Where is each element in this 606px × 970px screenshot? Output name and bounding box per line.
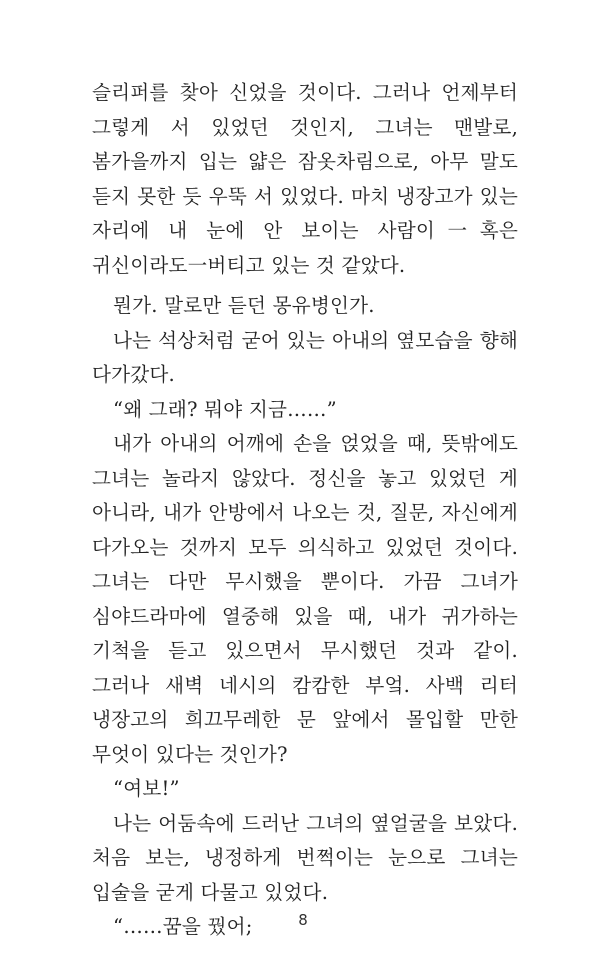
text-block-top	[92, 76, 518, 283]
paragraph-6: 나는 어둠속에 드러난 그녀의 옆얼굴을 보았다. 처음 보는, 냉정하게 번쩍이는 눈으로 그녀는 입술을 굳게 다물고 있었다.	[92, 811, 518, 904]
paragraph-2: 나는 석상처럼 굳어 있는 아내의 옆모습을 향해 다가갔다.	[92, 328, 518, 386]
paragraph-3: “왜 그래? 뭐야 지금……”	[113, 397, 337, 421]
text-block-main	[92, 289, 518, 945]
paragraph-continued: 슬리퍼를 찾아 신었을 것이다. 그러나 언제부터 그렇게 서 있었던 것인지, 그녀는 맨발로, 봄가을까지 입는 얇은 잠옷차림으로, 아무 말도 듣지 못한 듯 우뚝 서 있었다. 마치 냉장고가 있는 자리에 내 눈에 안 보이는 사람이一혹은 귀신이라도一버티고 있는 것 같았다.	[92, 81, 518, 277]
paragraph-7: “……꿈을 꿨어;	[113, 915, 253, 938]
page-number: 8	[298, 911, 308, 929]
paragraph-5: “여보!”	[113, 777, 180, 800]
paragraph-1: 뭔가. 말로만 듣던 몽유병인가.	[113, 294, 375, 317]
paragraph-4: 내가 아내의 어깨에 손을 얹었을 때, 뜻밖에도 그녀는 놀라지 않았다. 정신을 놓고 있었던 게 아니라, 내가 안방에서 나오는 것, 질문, 자신에게 다가오는 것까지 모두 의식하고 있었던 것이다. 그녀는 다만 무시했을 뿐이다. 가끔 그녀가 심야드라마에 열중해 있을 때, 내가 귀가하는 기척을 듣고 있으면서 무시했던 것과 같이. 그러나 새벽 네시의 캄캄한 부엌. 사백 리터 냉장고의 희끄무레한 문 앞에서 몰입할 만한 무엇이 있다는 것인가?	[92, 432, 518, 766]
